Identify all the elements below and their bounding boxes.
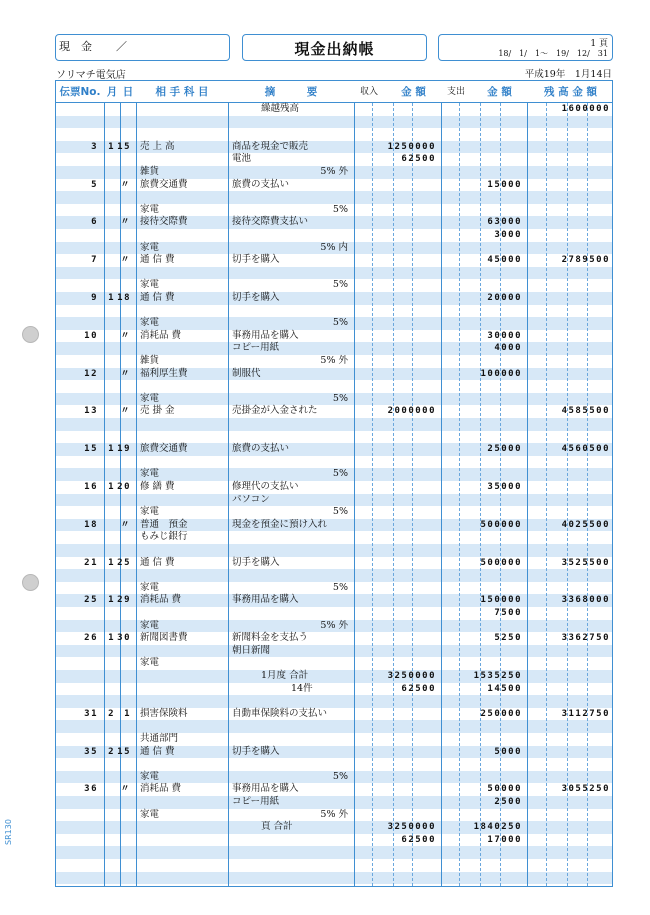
month-cell: 1 [108, 482, 115, 492]
table-row [56, 809, 612, 822]
table-row [56, 494, 612, 507]
balance-amount: 2789500 [561, 255, 610, 266]
table-row [56, 292, 612, 305]
slip-number: 13 [84, 406, 98, 417]
day-cell: 30 [117, 633, 131, 644]
table-row [56, 317, 612, 330]
slip-number: 16 [84, 482, 98, 492]
account-cell: 新聞図書費 [140, 632, 188, 644]
tax-cell: 5% 外 [320, 808, 348, 820]
header-month: 月 [106, 86, 118, 98]
company-name: ソリマチ電気店 [56, 70, 126, 81]
description-cell: 事務用品を購入 [232, 594, 299, 606]
day-cell: 15 [117, 746, 131, 757]
account-cell: 家電 [140, 581, 160, 593]
table-row [56, 393, 612, 406]
row-stripe [56, 569, 612, 582]
day-cell: 〃 [120, 406, 131, 417]
month-cell: 1 [108, 557, 115, 568]
day-cell: 〃 [120, 330, 131, 341]
slip-number: 26 [84, 633, 98, 644]
balance-amount: 4025500 [561, 519, 610, 530]
account-cell: 雑貨 [140, 166, 160, 177]
account-cell: 旅費交通費 [140, 178, 188, 190]
month-cell: 2 [108, 746, 115, 757]
payment-amount: 25000 [487, 444, 522, 455]
month-cell: 2 [108, 708, 115, 719]
account-cell: 通 信 費 [140, 292, 175, 303]
table-row [56, 468, 612, 481]
payment-amount: 100000 [480, 368, 522, 379]
tax-cell: 5% [332, 581, 348, 593]
account-cell: 家電 [140, 770, 160, 782]
receipt-amount: 62500 [401, 834, 436, 845]
tax-cell: 5% [332, 317, 348, 329]
account-cell: 家電 [140, 279, 160, 291]
description-cell: 制服代 [232, 367, 261, 379]
slip-number: 9 [91, 293, 98, 303]
payment-amount: 20000 [487, 293, 522, 303]
row-stripe [56, 720, 612, 733]
receipt-amount: 62500 [401, 154, 436, 165]
table-row [56, 229, 612, 242]
row-stripe [56, 191, 612, 204]
table-row [56, 821, 612, 834]
payment-amount: 15000 [487, 179, 522, 190]
payment-amount: 17000 [487, 834, 522, 845]
description-cell: 電池 [232, 153, 252, 165]
table-row [56, 405, 612, 418]
table-row [56, 519, 612, 532]
period-box [438, 34, 613, 61]
description-cell: 接待交際費支払い [232, 216, 309, 228]
table-row [56, 153, 612, 166]
day-cell: 29 [117, 595, 131, 606]
account-cell: 売 掛 金 [140, 405, 175, 417]
description-cell: コピー用紙 [232, 342, 280, 354]
account-label: 現 金 [59, 40, 92, 53]
payment-amount: 4000 [494, 343, 522, 354]
description-cell: 切手を購入 [232, 292, 280, 303]
table-row [56, 708, 612, 721]
description-cell: 繰越残高 [261, 103, 300, 114]
form-code: SR130 [4, 819, 13, 845]
account-cell: 普通 預金 [140, 518, 188, 530]
account-box [55, 34, 230, 61]
description-cell: 事務用品を購入 [232, 783, 299, 795]
binder-hole-bottom [22, 574, 39, 591]
header-balance: 残 高 金 額 [544, 86, 597, 98]
account-cell: 消耗品 費 [140, 594, 182, 606]
payment-amount: 7500 [494, 608, 522, 618]
binder-hole-top [22, 326, 39, 343]
description-cell: 頁 合計 [261, 821, 293, 833]
table-row [56, 594, 612, 607]
page-number: 1 頁 [590, 39, 608, 49]
header-payment-prefix: 支出 [446, 87, 465, 97]
table-row [56, 632, 612, 645]
description-cell: 新聞料金を支払う [232, 632, 309, 644]
row-stripe [56, 544, 612, 557]
receipt-amount: 3250000 [387, 671, 436, 681]
payment-amount: 3000 [494, 230, 522, 240]
month-cell: 1 [108, 141, 115, 152]
header-day: 日 [122, 86, 134, 98]
description-cell: パソコン [232, 493, 270, 505]
account-cell: 家電 [140, 317, 160, 329]
table-row [56, 179, 612, 192]
day-cell: 〃 [120, 784, 131, 795]
table-row [56, 645, 612, 658]
description-cell: 事務用品を購入 [232, 329, 299, 341]
table-row [56, 607, 612, 620]
description-cell: 売掛金が入金された [232, 405, 318, 417]
month-cell: 1 [108, 595, 115, 606]
row-stripe [56, 267, 612, 280]
table-row [56, 254, 612, 267]
table-row [56, 582, 612, 595]
day-cell: 〃 [120, 179, 131, 190]
table-row [56, 242, 612, 255]
table-row [56, 355, 612, 368]
table-row [56, 368, 612, 381]
page-title: 現金出納帳 [294, 40, 375, 58]
slip-number: 18 [84, 519, 98, 530]
payment-amount: 1535250 [473, 671, 522, 681]
tax-cell: 5% [332, 279, 348, 291]
row-stripe [56, 846, 612, 859]
payment-amount: 14500 [487, 683, 522, 694]
day-cell: 25 [117, 557, 131, 568]
description-cell: 自動車保険料の支払い [232, 707, 328, 719]
slip-number: 36 [84, 784, 98, 795]
account-cell: 家電 [140, 392, 160, 404]
account-cell: 売 上 高 [140, 140, 175, 152]
description-cell: 切手を購入 [232, 745, 280, 757]
account-cell: 家電 [140, 657, 160, 669]
table-row [56, 330, 612, 343]
header-account: 相 手 科 目 [155, 86, 209, 98]
table-row [56, 834, 612, 847]
slip-number: 25 [84, 595, 98, 606]
tax-cell: 5% [332, 468, 348, 480]
table-row [56, 670, 612, 683]
month-cell: 1 [108, 444, 115, 455]
description-cell: 切手を購入 [232, 556, 280, 568]
table-row [56, 481, 612, 494]
day-cell: 18 [117, 293, 131, 303]
account-cell: 家電 [140, 203, 160, 215]
slip-number: 10 [84, 330, 98, 341]
tax-cell: 5% 外 [320, 619, 348, 631]
table-row [56, 771, 612, 784]
month-cell: 1 [108, 293, 115, 303]
account-cell: 家電 [140, 808, 160, 820]
description-cell: 切手を購入 [232, 254, 280, 266]
account-slash: ／ [116, 40, 127, 53]
balance-amount: 4560500 [561, 444, 610, 455]
payment-amount: 500000 [480, 519, 522, 530]
tax-cell: 5% 外 [320, 355, 348, 366]
account-cell: 通 信 費 [140, 556, 175, 568]
tax-cell: 5% 外 [320, 166, 348, 177]
description-cell: 現金を預金に預け入れ [232, 518, 328, 530]
table-row [56, 657, 612, 670]
table-row [56, 531, 612, 544]
month-cell: 1 [108, 633, 115, 644]
row-stripe [56, 418, 612, 431]
slip-number: 12 [84, 368, 98, 379]
balance-amount: 1600000 [561, 104, 610, 114]
account-cell: 接待交際費 [140, 216, 188, 228]
receipt-amount: 2000000 [387, 406, 436, 417]
payment-amount: 5250 [494, 633, 522, 644]
tax-cell: 5% [332, 506, 348, 518]
slip-number: 15 [84, 444, 98, 455]
description-cell: 旅費の支払い [232, 178, 290, 190]
table-row [56, 557, 612, 570]
table-row [56, 342, 612, 355]
print-date: 平成19年 1月14日 [524, 69, 612, 80]
balance-amount: 3112750 [561, 708, 610, 719]
table-row [56, 279, 612, 292]
table-row [56, 166, 612, 179]
table-row [56, 783, 612, 796]
account-cell: 通 信 費 [140, 745, 175, 757]
row-stripe [56, 695, 612, 708]
description-cell: 旅費の支払い [232, 443, 290, 455]
slip-number: 3 [91, 141, 98, 152]
payment-amount: 250000 [480, 708, 522, 719]
tax-cell: 5% 内 [320, 241, 348, 253]
tax-cell: 5% [332, 392, 348, 404]
balance-amount: 3055250 [561, 784, 610, 795]
table-row [56, 506, 612, 519]
payment-amount: 150000 [480, 595, 522, 606]
day-cell: 19 [117, 444, 131, 455]
account-cell: 損害保険料 [140, 707, 188, 719]
slip-number: 31 [84, 708, 98, 719]
table-row [56, 683, 612, 696]
tax-cell: 5% [332, 203, 348, 215]
payment-amount: 500000 [480, 557, 522, 568]
day-cell: 〃 [120, 255, 131, 266]
account-cell: 消耗品 費 [140, 783, 182, 795]
day-cell: 〃 [120, 519, 131, 530]
table-row [56, 620, 612, 633]
description-cell: 修理代の支払い [232, 481, 299, 492]
payment-amount: 5000 [494, 746, 522, 757]
account-cell: 旅費交通費 [140, 443, 188, 455]
day-cell: 20 [117, 482, 131, 492]
payment-amount: 35000 [487, 482, 522, 492]
account-cell: 通 信 費 [140, 254, 175, 266]
balance-amount: 3362750 [561, 633, 610, 644]
payment-amount: 45000 [487, 255, 522, 266]
payment-amount: 30000 [487, 330, 522, 341]
header-receipt: 金 額 [401, 86, 426, 98]
account-cell: 家電 [140, 468, 160, 480]
period-range: 18/ 1/ 1～ 19/ 12/ 31 [498, 49, 608, 58]
table-row [56, 204, 612, 217]
row-stripe [56, 116, 612, 129]
payment-amount: 63000 [487, 217, 522, 228]
payment-amount: 50000 [487, 784, 522, 795]
account-cell: 修 繕 費 [140, 481, 175, 492]
slip-number: 35 [84, 746, 98, 757]
day-cell: 15 [117, 141, 131, 152]
payment-amount: 1840250 [473, 822, 522, 833]
slip-number: 6 [91, 217, 98, 228]
ledger-table [55, 80, 613, 887]
account-cell: もみじ銀行 [140, 531, 188, 543]
account-cell: 雑貨 [140, 355, 160, 366]
day-cell: 〃 [120, 368, 131, 379]
slip-number: 21 [84, 557, 98, 568]
account-cell: 消耗品 費 [140, 329, 182, 341]
header-payment: 金 額 [487, 86, 512, 98]
description-cell: 1月度 合計 [261, 670, 309, 681]
receipt-amount: 62500 [401, 683, 436, 694]
header-receipt-prefix: 収入 [359, 87, 378, 97]
table-row [56, 746, 612, 759]
account-cell: 家電 [140, 241, 160, 253]
description-cell: コピー用紙 [232, 796, 280, 807]
table-row [56, 733, 612, 746]
receipt-amount: 1250000 [387, 141, 436, 152]
table-row [56, 141, 612, 154]
header-slip-no: 伝票No. [59, 86, 101, 98]
account-cell: 共通部門 [140, 733, 179, 744]
balance-amount: 4585500 [561, 406, 610, 417]
slip-number: 5 [91, 179, 98, 190]
day-cell: 1 [124, 708, 131, 719]
slip-number: 7 [91, 255, 98, 266]
header-description: 摘 要 [264, 86, 318, 98]
description-cell: 商品を現金で販売 [232, 140, 309, 152]
balance-amount: 3525500 [561, 557, 610, 568]
title-box [242, 34, 427, 61]
table-row [56, 443, 612, 456]
table-row [56, 796, 612, 809]
table-row [56, 216, 612, 229]
description-cell: 14件 [291, 682, 313, 694]
tax-cell: 5% [332, 770, 348, 782]
day-cell: 〃 [120, 217, 131, 228]
account-cell: 家電 [140, 506, 160, 518]
column-header-row [56, 81, 612, 103]
description-cell: 朝日新聞 [232, 644, 271, 656]
table-row [56, 103, 612, 116]
account-cell: 家電 [140, 619, 160, 631]
receipt-amount: 3250000 [387, 822, 436, 833]
row-stripe [56, 872, 612, 885]
payment-amount: 2500 [494, 797, 522, 807]
balance-amount: 3368000 [561, 595, 610, 606]
account-cell: 福利厚生費 [140, 367, 188, 379]
